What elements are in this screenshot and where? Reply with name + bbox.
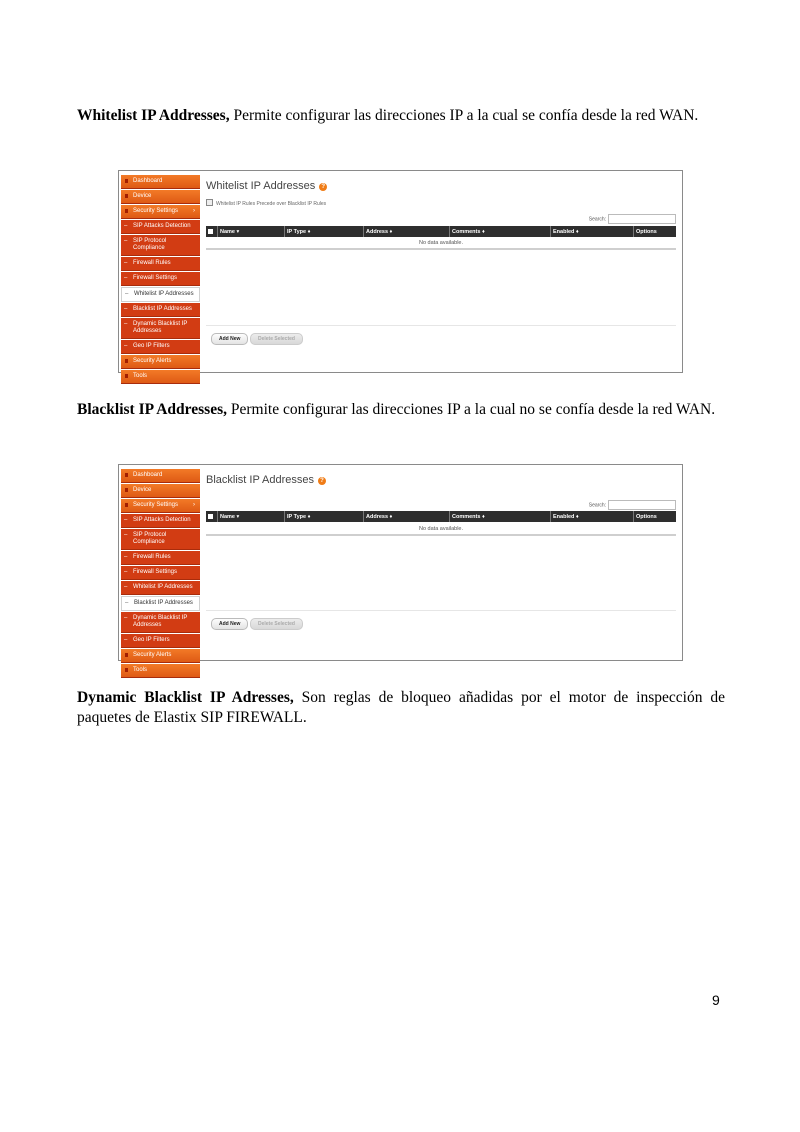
- paragraph-heading: Dynamic Blacklist IP Adresses,: [77, 689, 294, 706]
- table-header: [206, 226, 676, 237]
- column-name[interactable]: Name ▾: [218, 511, 285, 522]
- column-address[interactable]: Address ♦: [364, 511, 450, 522]
- screenshot-blacklist: [118, 464, 683, 673]
- screenshot-whitelist: [118, 170, 683, 379]
- checkbox-label: Whitelist IP Rules Precede over Blacklist IP Rules: [216, 201, 327, 207]
- main-panel: [206, 469, 676, 656]
- select-all-checkbox[interactable]: [206, 226, 218, 237]
- nav-security-settings[interactable]: Security Settings ›: [121, 499, 200, 513]
- divider: [206, 325, 676, 326]
- column-ip-type[interactable]: IP Type ♦: [285, 511, 364, 522]
- paragraph-text: Permite configurar las direcciones IP a la cual se confía desde la red WAN.: [229, 107, 699, 124]
- nav-dashboard[interactable]: Dashboard: [121, 469, 200, 483]
- page-title: Blacklist IP Addresses ?: [206, 469, 676, 486]
- delete-selected-button[interactable]: Delete Selected: [250, 618, 303, 630]
- delete-selected-button[interactable]: Delete Selected: [250, 333, 303, 345]
- nav-whitelist-ip-addresses[interactable]: – Whitelist IP Addresses: [121, 581, 200, 595]
- chevron-right-icon: ›: [193, 502, 195, 508]
- add-new-button[interactable]: Add New: [211, 618, 248, 630]
- chevron-right-icon: ›: [193, 208, 195, 214]
- main-panel: [206, 175, 676, 368]
- paragraph-text: Son reglas de bloqueo añadidas por el motor de inspección de paquetes de Elastix SIP FIREWALL.: [77, 689, 725, 726]
- nav-security-alerts[interactable]: Security Alerts: [121, 649, 200, 663]
- sidebar-nav: [121, 175, 200, 385]
- nav-sip-protocol-compliance[interactable]: – SIP Protocol Compliance: [121, 529, 200, 550]
- nav-geo-ip-filters[interactable]: – Geo IP Filters: [121, 634, 200, 648]
- nav-firewall-settings[interactable]: – Firewall Settings: [121, 566, 200, 580]
- nav-firewall-settings[interactable]: – Firewall Settings: [121, 272, 200, 286]
- nav-device[interactable]: Device: [121, 484, 200, 498]
- nav-blacklist-ip-addresses[interactable]: – Blacklist IP Addresses: [121, 303, 200, 317]
- paragraph-whitelist: [77, 106, 725, 126]
- column-enabled[interactable]: Enabled ♦: [551, 511, 634, 522]
- help-icon[interactable]: ?: [319, 183, 327, 191]
- nav-sip-attacks-detection[interactable]: – SIP Attacks Detection: [121, 220, 200, 234]
- column-address[interactable]: Address ♦: [364, 226, 450, 237]
- nav-tools[interactable]: Tools: [121, 664, 200, 678]
- nav-sip-protocol-compliance[interactable]: – SIP Protocol Compliance: [121, 235, 200, 256]
- nav-dynamic-blacklist-ip-addresses[interactable]: – Dynamic Blacklist IP Addresses: [121, 612, 200, 633]
- search-label: Search:: [588, 502, 606, 509]
- nav-dashboard[interactable]: Dashboard: [121, 175, 200, 189]
- help-icon[interactable]: ?: [318, 477, 326, 485]
- nav-geo-ip-filters[interactable]: – Geo IP Filters: [121, 340, 200, 354]
- nav-firewall-rules[interactable]: – Firewall Rules: [121, 257, 200, 271]
- divider: [206, 610, 676, 611]
- table-header: [206, 511, 676, 522]
- nav-sip-attacks-detection[interactable]: – SIP Attacks Detection: [121, 514, 200, 528]
- search-area: [589, 214, 676, 224]
- select-all-checkbox[interactable]: [206, 511, 218, 522]
- sidebar-nav: [121, 469, 200, 679]
- column-comments[interactable]: Comments ♦: [450, 511, 551, 522]
- whitelist-precedence-option[interactable]: [206, 199, 676, 207]
- paragraph-blacklist: [77, 400, 725, 420]
- paragraph-text: Permite configurar las direcciones IP a la cual no se confía desde la red WAN.: [227, 401, 716, 418]
- nav-tools[interactable]: Tools: [121, 370, 200, 384]
- paragraph-dynamic-blacklist: [77, 688, 725, 728]
- nav-security-alerts[interactable]: Security Alerts: [121, 355, 200, 369]
- nav-whitelist-ip-addresses[interactable]: – Whitelist IP Addresses: [121, 287, 200, 302]
- search-input[interactable]: [608, 214, 676, 224]
- column-options: Options: [636, 514, 657, 520]
- nav-blacklist-ip-addresses[interactable]: – Blacklist IP Addresses: [121, 596, 200, 611]
- search-label: Search:: [588, 216, 606, 223]
- add-new-button[interactable]: Add New: [211, 333, 248, 345]
- column-enabled[interactable]: Enabled ♦: [551, 226, 634, 237]
- column-name[interactable]: Name ▾: [218, 226, 285, 237]
- nav-device[interactable]: Device: [121, 190, 200, 204]
- nav-security-settings[interactable]: Security Settings ›: [121, 205, 200, 219]
- column-options: Options: [636, 229, 657, 235]
- nav-firewall-rules[interactable]: – Firewall Rules: [121, 551, 200, 565]
- page-number: 9: [712, 992, 720, 1008]
- column-comments[interactable]: Comments ♦: [450, 226, 551, 237]
- paragraph-heading: Whitelist IP Addresses,: [77, 107, 230, 124]
- search-area: [589, 500, 676, 510]
- search-input[interactable]: [608, 500, 676, 510]
- nav-dynamic-blacklist-ip-addresses[interactable]: – Dynamic Blacklist IP Addresses: [121, 318, 200, 339]
- no-data-message: No data available.: [206, 524, 676, 536]
- page-title: Whitelist IP Addresses ?: [206, 175, 676, 192]
- paragraph-heading: Blacklist IP Addresses,: [77, 401, 228, 418]
- no-data-message: No data available.: [206, 238, 676, 250]
- column-ip-type[interactable]: IP Type ♦: [285, 226, 364, 237]
- checkbox-icon[interactable]: [206, 199, 213, 206]
